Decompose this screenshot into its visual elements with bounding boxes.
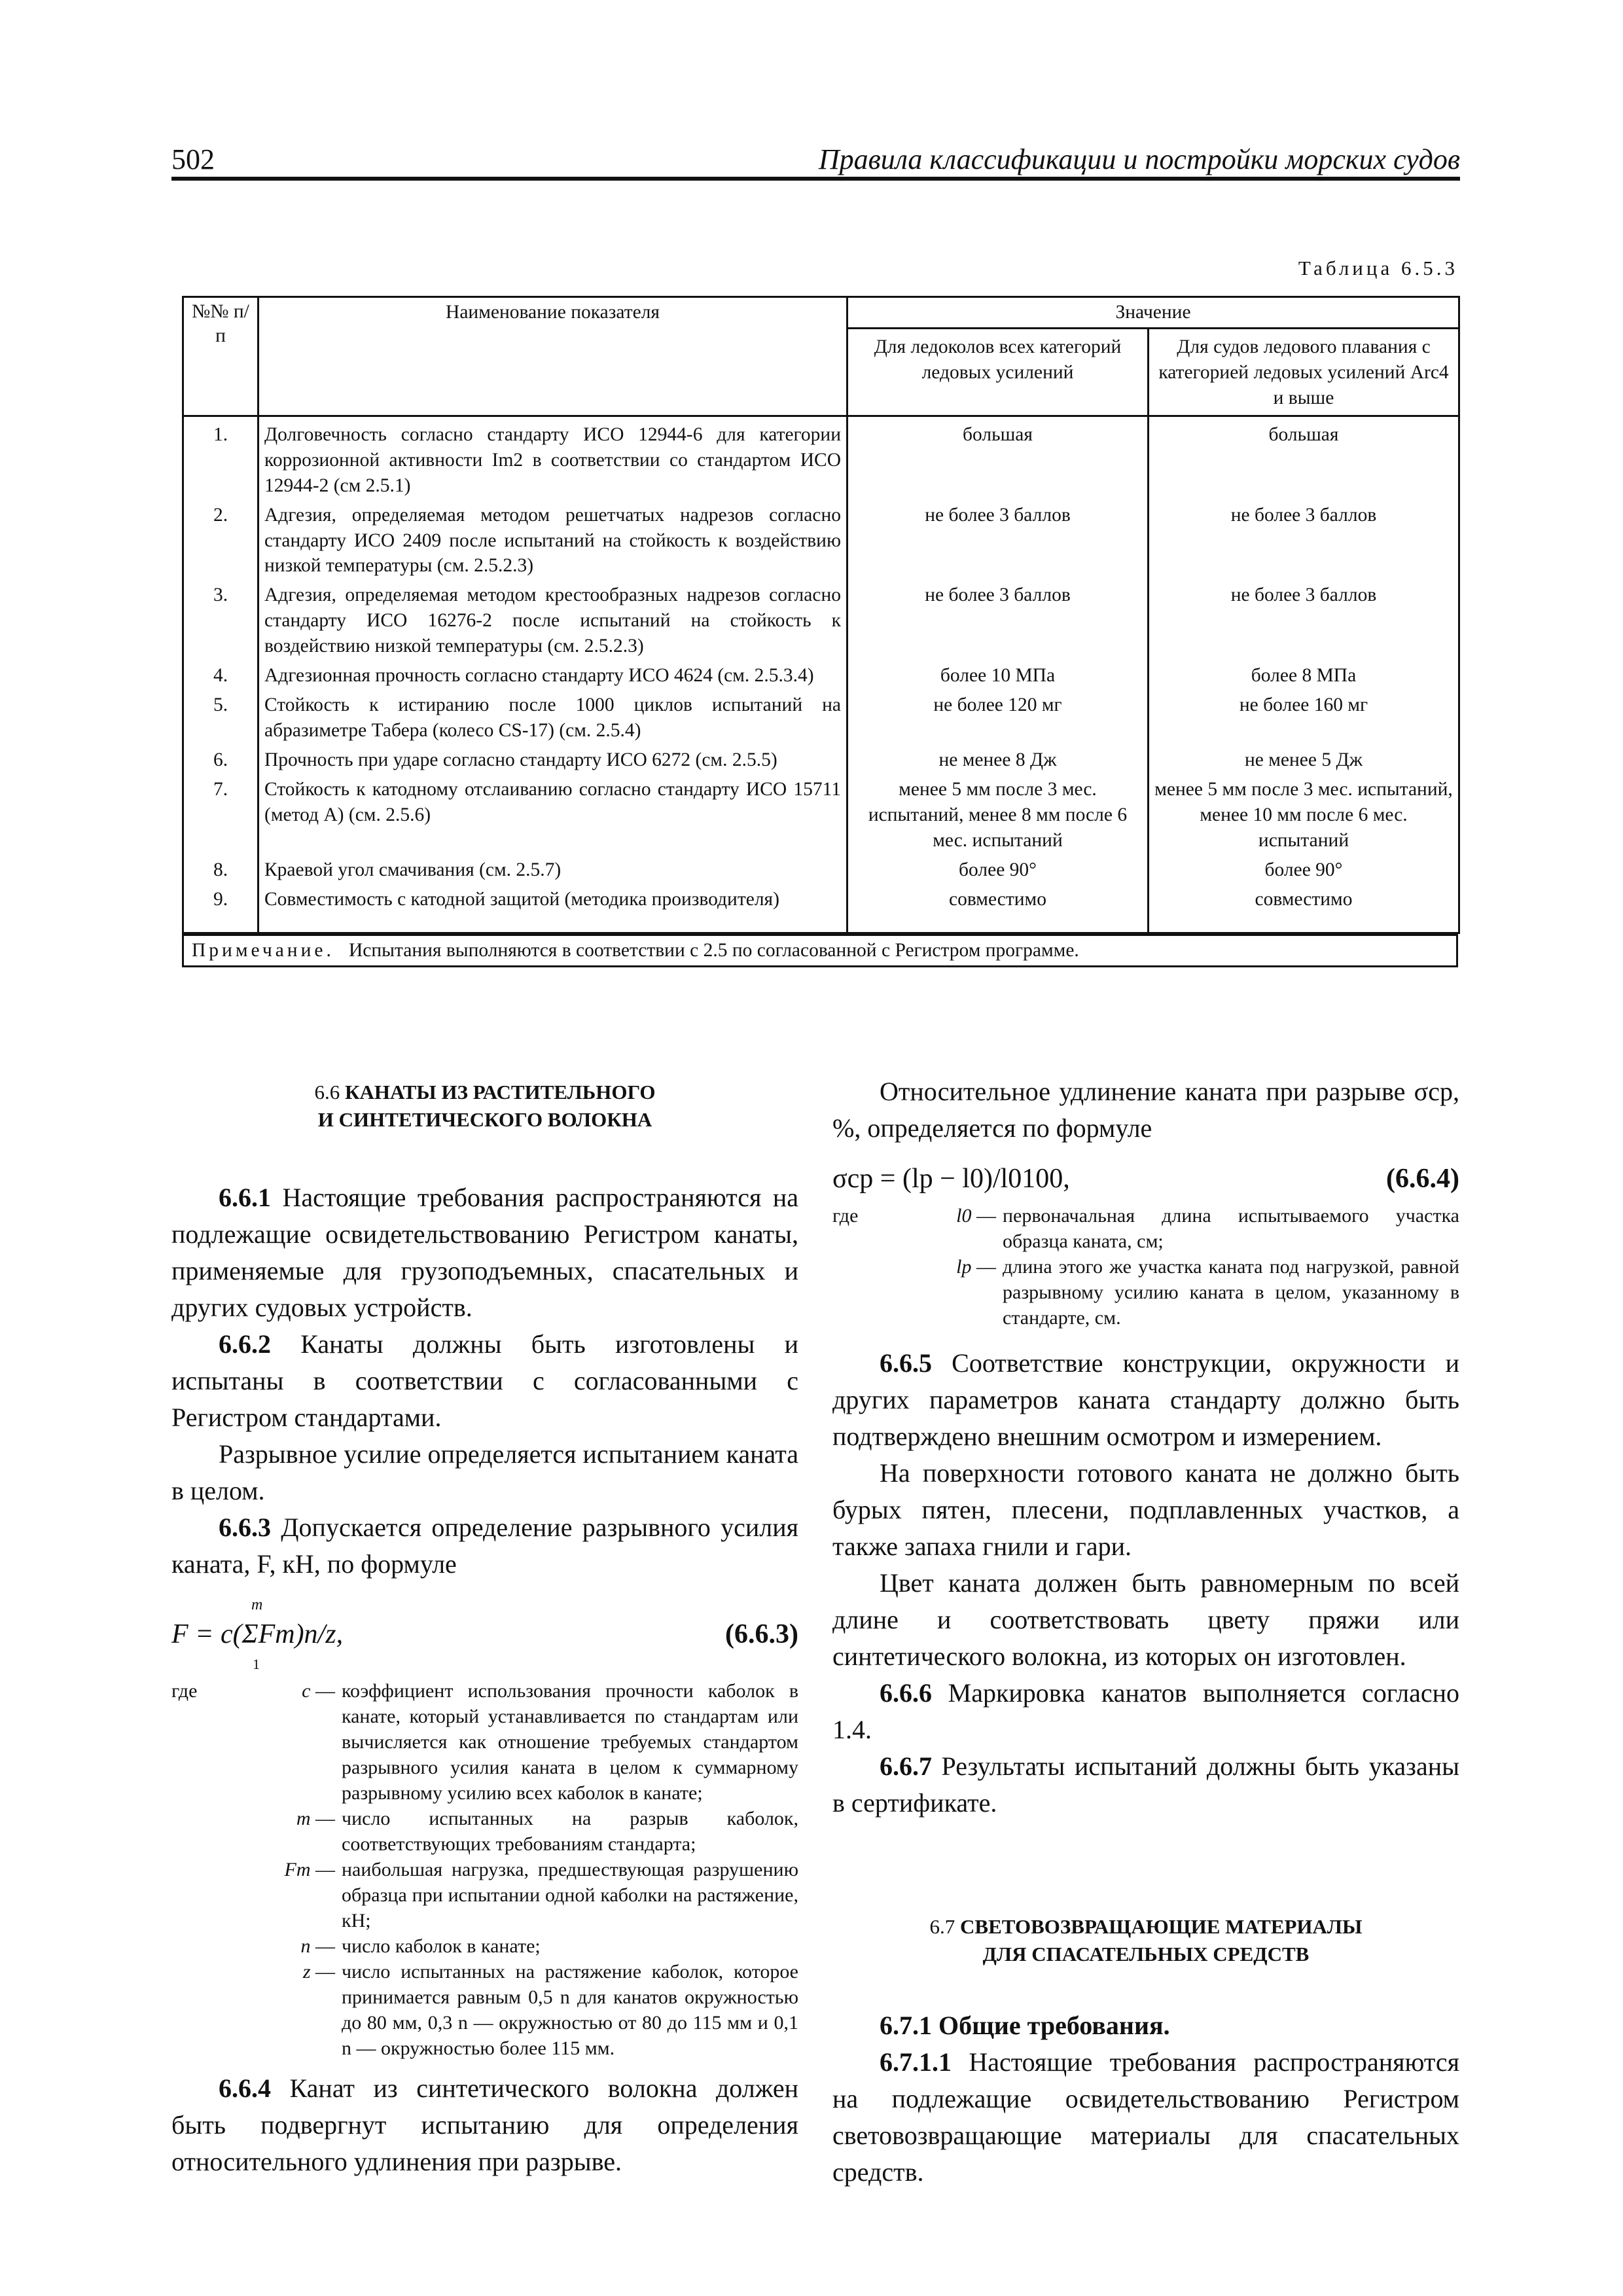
definition-text: первоначальная длина испытываемого участка образца каната, см;: [1003, 1205, 1459, 1252]
section-number: 6.6: [314, 1081, 340, 1103]
where-label: [171, 1933, 230, 1959]
row-value-icebreakers: не более 3 баллов: [847, 581, 1149, 661]
row-number: 4.: [183, 661, 259, 691]
definition-symbol: [230, 1959, 342, 2061]
col-header-num: №№ п/п: [183, 297, 259, 416]
table-caption: Таблица 6.5.3: [1298, 257, 1458, 279]
paragraph-surface: На поверхности готового каната не должно быть бурых пятен, плесени, подплавленных участков, а также запаха гнили и гари.: [832, 1458, 1459, 1561]
row-number: 1.: [183, 416, 259, 500]
row-value-ice-ships: не более 160 мг: [1149, 691, 1459, 745]
running-title: Правила классификации и постройки морских судов: [818, 143, 1460, 175]
definition-item: [171, 1806, 798, 1857]
row-value-ice-ships: не более 3 баллов: [1149, 581, 1459, 661]
row-value-ice-ships: более 8 МПа: [1149, 661, 1459, 691]
definition-item: [171, 1933, 798, 1959]
section-title-line2: ДЛЯ СПАСАТЕЛЬНЫХ СРЕДСТВ: [982, 1942, 1310, 1965]
definition-item: [171, 1678, 798, 1806]
row-value-ice-ships: не более 3 баллов: [1149, 501, 1459, 581]
paragraph-6-6-5: [832, 1345, 1459, 1455]
formula-6-6-4: [832, 1157, 1459, 1203]
table-row: [183, 691, 1459, 745]
formula-definitions: [832, 1203, 1459, 1331]
sum-upper-limit: m: [251, 1596, 263, 1613]
paragraph-breaking-force: Разрывное усилие определяется испытанием каната в целом.: [171, 1439, 798, 1505]
table-row: [183, 885, 1459, 933]
para-text: Результаты испытаний должны быть указаны в сертификате.: [832, 1751, 1459, 1818]
note-label: Примечание.: [192, 939, 334, 961]
definition-text: наибольшая нагрузка, предшествующая разрушению образца при испытании одной каболки на растяжение, кН;: [342, 1858, 798, 1931]
paragraph-color: Цвет каната должен быть равномерным по всей длине и соответствовать цвету пряжи или синтетического волокна, из которых он изготовлен.: [832, 1568, 1459, 1671]
formula-definitions: [171, 1678, 798, 2061]
formula-6-6-3: [171, 1596, 798, 1674]
row-value-ice-ships: более 90°: [1149, 855, 1459, 885]
row-value-ice-ships: большая: [1149, 416, 1459, 500]
paragraph-6-6-3: [171, 1509, 798, 1583]
table-row: [183, 661, 1459, 691]
symbol-text: c: [302, 1679, 311, 1702]
where-label: [171, 1857, 230, 1933]
row-value-icebreakers: не более 120 мг: [847, 691, 1149, 745]
definition-item: [171, 1857, 798, 1933]
formula-text: F = c(ΣFm)n/z,: [171, 1619, 344, 1649]
symbol-text: z: [302, 1960, 311, 1982]
table-note: [182, 934, 1458, 967]
row-value-ice-ships: совместимо: [1149, 885, 1459, 933]
header-rule: [171, 177, 1460, 181]
symbol-text: m: [296, 1807, 311, 1829]
where-label: где: [832, 1205, 859, 1227]
definition-text: число испытанных на растяжение каболок, которое принимается равным 0,5 n для канатов окружностью до 80 мм, 0,3 n — окружностью от 80 до 115 мм и 0,1 n — окружностью более 115 мм.: [342, 1960, 798, 2059]
para-number: 6.6.1: [219, 1182, 271, 1212]
table-row: [183, 775, 1459, 855]
subheader-ice-ships: Для судов ледового плавания с категорией ледовых усилений Arc4 и выше: [1149, 328, 1459, 416]
section-title-line2: И СИНТЕТИЧЕСКОГО ВОЛОКНА: [317, 1107, 652, 1131]
row-indicator-name: Адгезия, определяемая методом решетчатых надрезов согласно стандарту ИСО 2409 после испытаний на стойкость к воздействию низкой температуры (см. 2.5.2.3): [259, 501, 847, 581]
definition-item: [171, 1959, 798, 2061]
paragraph-6-6-6: [832, 1675, 1459, 1748]
where-label: [171, 1806, 230, 1857]
definition-text: длина этого же участка каната под нагрузкой, равной разрывному усилию каната в целом, указанному в стандарте, см.: [1003, 1256, 1459, 1329]
formula-number: (6.6.4): [1386, 1164, 1459, 1194]
page-number: 502: [171, 143, 215, 175]
definition-symbol: [891, 1254, 1003, 1331]
definition-dash: —: [310, 1960, 335, 1982]
paragraph-6-6-4: [171, 2070, 798, 2180]
para-number: 6.6.3: [219, 1512, 271, 1542]
definition-symbol: [230, 1857, 342, 1933]
row-value-icebreakers: менее 5 мм после 3 мес. испытаний, менее 8 мм после 6 мес. испытаний: [847, 775, 1149, 855]
para-number: 6.6.7: [880, 1751, 932, 1781]
definition-text: коэффициент использования прочности каболок в канате, который устанавливается по стандартам или вычисляется как отношение требуемых стандартом разрывного усилия каната в целом к суммарному разрывному усилию всех каболок в канате;: [342, 1679, 798, 1804]
row-number: 9.: [183, 885, 259, 933]
row-value-icebreakers: совместимо: [847, 885, 1149, 933]
col-header-name: Наименование показателя: [259, 297, 847, 416]
symbol-text: lр: [956, 1256, 972, 1278]
row-indicator-name: Адгезия, определяемая методом крестообразных надрезов согласно стандарту ИСО 16276-2 после испытаний на стойкость к воздействию низкой температуры (см. 2.5.2.3): [259, 581, 847, 661]
definition-text: число каболок в канате;: [342, 1935, 541, 1957]
row-value-icebreakers: большая: [847, 416, 1149, 500]
para-text: Настоящие требования распространяются на подлежащие освидетельствованию Регистром световозвращающие материалы для спасательных средств.: [832, 2047, 1459, 2187]
symbol-text: l0: [956, 1205, 972, 1227]
section-title-line1: СВЕТОВОЗВРАЩАЮЩИЕ МАТЕРИАЛЫ: [960, 1915, 1363, 1938]
para-text: Канаты должны быть изготовлены и испытаны в соответствии с согласованными с Регистром стандартами.: [171, 1329, 799, 1432]
row-value-icebreakers: не менее 8 Дж: [847, 745, 1149, 775]
definition-item: [832, 1203, 1459, 1254]
paragraph-elongation: Относительное удлинение каната при разрыве σср, %, определяется по формуле: [832, 1077, 1459, 1143]
row-indicator-name: Прочность при ударе согласно стандарту ИСО 6272 (см. 2.5.5): [259, 745, 847, 775]
row-number: 5.: [183, 691, 259, 745]
row-indicator-name: Краевой угол смачивания (см. 2.5.7): [259, 855, 847, 885]
definition-text: число испытанных на разрыв каболок, соответствующих требованиям стандарта;: [342, 1807, 798, 1855]
row-indicator-name: Стойкость к истиранию после 1000 циклов испытаний на абразиметре Табера (колесо CS-17) (см. 2.5.4): [259, 691, 847, 745]
where-label: [171, 1959, 230, 2061]
row-value-icebreakers: не более 3 баллов: [847, 501, 1149, 581]
paragraph-6-6-1: [171, 1179, 798, 1326]
row-value-ice-ships: менее 5 мм после 3 мес. испытаний, менее 10 мм после 6 мес. испытаний: [1149, 775, 1459, 855]
definition-dash: —: [310, 1807, 335, 1829]
paragraph-6-7-1-1: [832, 2044, 1459, 2191]
subsection-6-7-1-heading: 6.7.1 Общие требования.: [880, 2010, 1170, 2040]
row-number: 7.: [183, 775, 259, 855]
para-number: 6.6.2: [219, 1329, 271, 1359]
row-number: 6.: [183, 745, 259, 775]
para-text: Соответствие конструкции, окружности и других параметров каната стандарту должно быть подтверждено внешним осмотром и измерением.: [832, 1348, 1459, 1451]
definition-dash: —: [971, 1205, 996, 1227]
paragraph-6-6-2: [171, 1326, 798, 1436]
row-number: 8.: [183, 855, 259, 885]
section-number: 6.7: [929, 1915, 955, 1938]
formula-text: σср = (lр − l0)/l0100,: [832, 1164, 1070, 1194]
table-row: [183, 501, 1459, 581]
sum-lower-limit: 1: [253, 1655, 260, 1672]
spec-table-body: [183, 297, 1459, 933]
row-value-icebreakers: более 10 МПа: [847, 661, 1149, 691]
para-number: 6.6.4: [219, 2073, 271, 2103]
row-number: 2.: [183, 501, 259, 581]
para-text: Маркировка канатов выполняется согласно 1.4.: [832, 1678, 1459, 1744]
right-column: [832, 1073, 1459, 2191]
symbol-text: Fm: [284, 1858, 311, 1880]
para-number: 6.6.5: [880, 1348, 932, 1378]
row-value-ice-ships: не менее 5 Дж: [1149, 745, 1459, 775]
spec-table: [182, 296, 1460, 934]
definition-dash: —: [310, 1858, 335, 1880]
where-label: где: [171, 1679, 198, 1702]
para-number: 6.6.6: [880, 1678, 932, 1708]
paragraph-6-6-7: [832, 1748, 1459, 1821]
table-row: [183, 581, 1459, 661]
spec-table-wrap: [182, 296, 1458, 967]
definition-item: [832, 1254, 1459, 1331]
note-text: Испытания выполняются в соответствии с 2.5 по согласованной с Регистром программе.: [348, 939, 1079, 961]
table-row: [183, 416, 1459, 500]
section-6-7-heading: [832, 1913, 1459, 1968]
section-6-6-heading: [171, 1079, 798, 1134]
definition-symbol: [230, 1933, 342, 1959]
para-text: Настоящие требования распространяются на подлежащие освидетельствованию Регистром канаты, применяемые для грузоподъемных, спасательных и других судовых устройств.: [171, 1182, 799, 1322]
definition-dash: —: [971, 1256, 996, 1278]
definition-symbol: [891, 1203, 1003, 1254]
definition-dash: —: [310, 1679, 335, 1702]
table-row: [183, 855, 1459, 885]
where-label: [832, 1254, 891, 1331]
table-row: [183, 745, 1459, 775]
col-header-value: Значение: [847, 297, 1459, 329]
row-indicator-name: Стойкость к катодному отслаиванию согласно стандарту ИСО 15711 (метод А) (см. 2.5.6): [259, 775, 847, 855]
row-indicator-name: Адгезионная прочность согласно стандарту ИСО 4624 (см. 2.5.3.4): [259, 661, 847, 691]
para-text: Канат из синтетического волокна должен быть подвергнут испытанию для определения относительного удлинения при разрыве.: [171, 2073, 798, 2176]
left-column: [171, 1079, 798, 2180]
row-indicator-name: Долговечность согласно стандарту ИСО 12944-6 для категории коррозионной активности Im2 в соответствии со стандартом ИСО 12944-2 (см 2.5.1): [259, 416, 847, 500]
section-title-line1: КАНАТЫ ИЗ РАСТИТЕЛЬНОГО: [344, 1081, 656, 1103]
para-number: 6.7.1.1: [880, 2047, 952, 2077]
formula-number: (6.6.3): [725, 1619, 798, 1649]
subheader-icebreakers: Для ледоколов всех категорий ледовых усилений: [847, 328, 1149, 416]
definition-symbol: [230, 1678, 342, 1806]
row-value-icebreakers: более 90°: [847, 855, 1149, 885]
row-indicator-name: Совместимость с катодной защитой (методика производителя): [259, 885, 847, 933]
definition-dash: —: [310, 1935, 335, 1957]
row-number: 3.: [183, 581, 259, 661]
definition-symbol: [230, 1806, 342, 1857]
symbol-text: n: [300, 1935, 311, 1957]
para-text: Допускается определение разрывного усилия каната, F, кН, по формуле: [171, 1512, 799, 1579]
